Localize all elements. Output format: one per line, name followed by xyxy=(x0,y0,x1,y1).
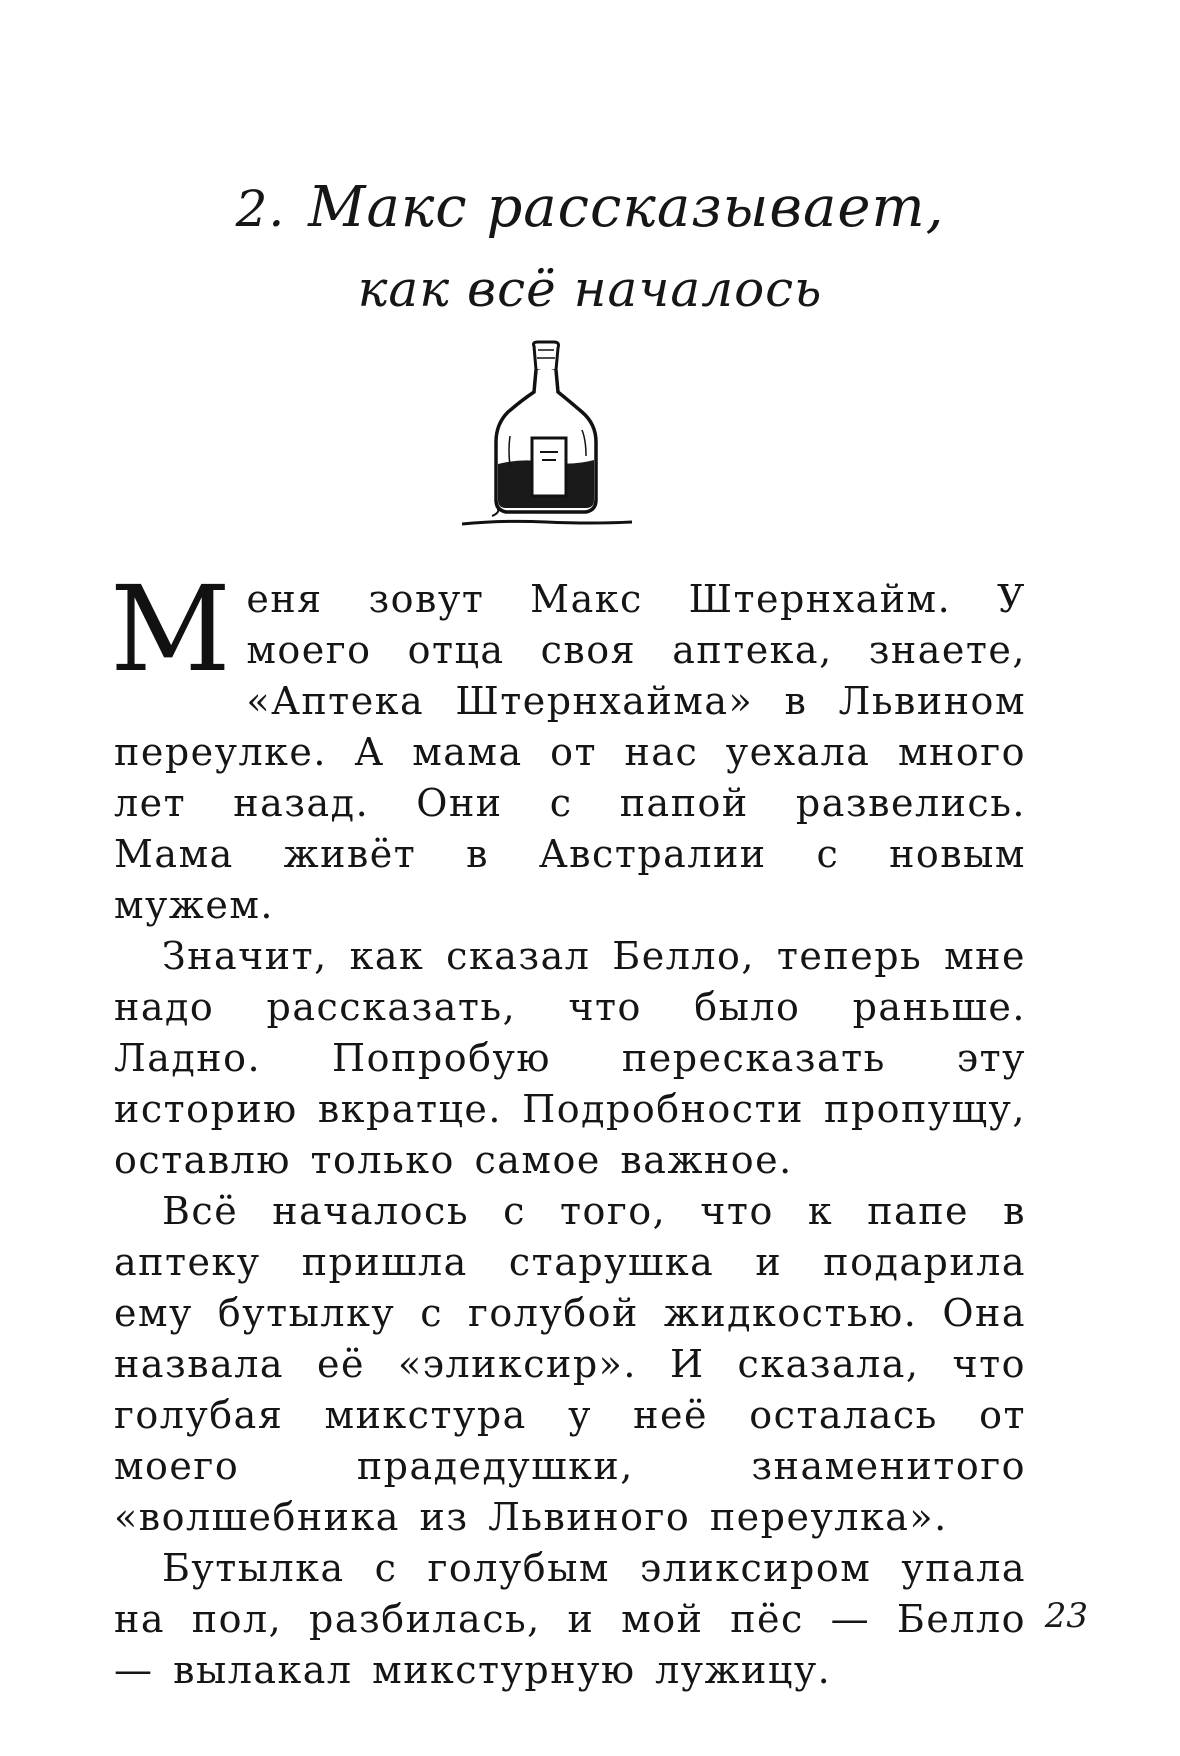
page-number: 23 xyxy=(1044,1596,1088,1636)
paragraph-2: Значит, как сказал Белло, теперь мне надо рассказать, что было раньше. Ладно. Попробую пересказать эту историю вкратце. Подробности пропущу, оставлю только самое важное. xyxy=(114,934,1026,1182)
chapter-heading xyxy=(0,168,1180,329)
chapter-title-line1 xyxy=(0,168,1180,249)
paragraph-1-text: еня зовут Макс Штернхайм. У моего отца своя аптека, знаете, «Аптека Штернхайма» в Львином переулке. А мама от нас уехала много лет назад. Они с папой развелись. Мама живёт в Австралии с новым мужем. xyxy=(114,577,1026,927)
drop-cap: М xyxy=(110,560,233,698)
chapter-number: 2. xyxy=(235,180,286,238)
paragraph-1 xyxy=(110,560,1026,931)
paragraph-4: Бутылка с голубым эликсиром упала на пол, разбилась, и мой пёс — Белло — вылакал микстурную лужицу. xyxy=(114,1546,1026,1692)
body-text xyxy=(110,560,1026,1696)
bottle-icon xyxy=(462,340,632,532)
chapter-title-text: Макс рассказывает, xyxy=(308,175,945,240)
chapter-title-line2: как всё началось xyxy=(357,260,823,318)
paragraph-3: Всё началось с того, что к папе в аптеку пришла старушка и подарила ему бутылку с голубой жидкостью. Она назвала её «эликсир». И сказала, что голубая микстура у неё осталась от моего прадедушки, знаменитого «волшебника из Львиного переулка». xyxy=(114,1189,1026,1539)
